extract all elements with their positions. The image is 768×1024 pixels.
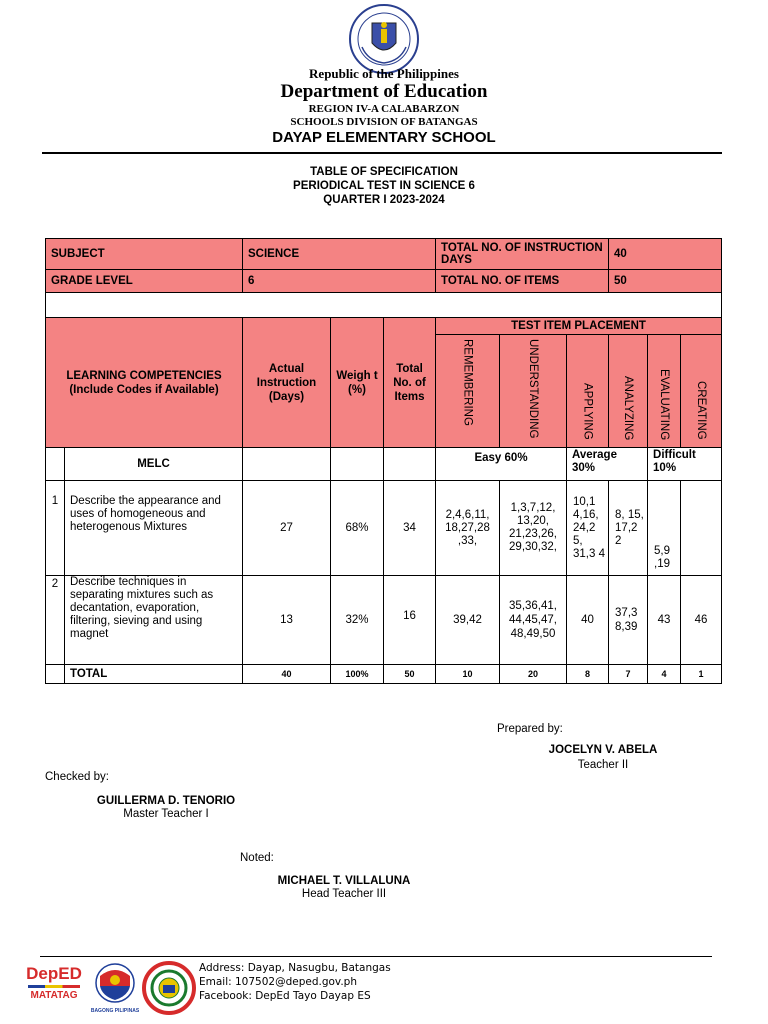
footer-facebook: Facebook: DepEd Tayo Dayap ES: [199, 990, 371, 1002]
deped-matatag-logo: [22, 965, 86, 1015]
days-label: TOTAL NO. OF INSTRUCTION DAYS: [436, 239, 609, 270]
analyzing-cell: 8, 15, 17,2 2: [609, 481, 648, 576]
checked-title: Master Teacher I: [123, 808, 209, 820]
subject-value: SCIENCE: [243, 239, 436, 270]
evaluating-cell: 43: [648, 576, 681, 665]
total-items-header: Total No. of Items: [384, 318, 436, 448]
items-label: TOTAL NO. OF ITEMS: [436, 270, 609, 293]
specification-table: [45, 238, 722, 684]
row-number: 1: [46, 481, 65, 576]
prepared-title: Teacher II: [577, 759, 629, 771]
creating-cell: 46: [681, 576, 722, 665]
table-row: [46, 576, 722, 665]
items-cell: 16: [384, 576, 436, 665]
average-label: Average 30%: [567, 448, 648, 481]
total-days: 40: [243, 665, 331, 684]
items-value: 50: [609, 270, 722, 293]
region-text: REGION IV-A CALABARZON: [308, 103, 460, 115]
total-weight: 100%: [331, 665, 384, 684]
weight-cell: 32%: [331, 576, 384, 665]
prepared-label: Prepared by:: [497, 723, 563, 735]
melc-label: MELC: [65, 448, 243, 481]
total-applying: 8: [567, 665, 609, 684]
competencies-header: LEARNING COMPETENCIES (Include Codes if Available): [46, 318, 243, 448]
weight-cell: 68%: [331, 481, 384, 576]
remembering-cell: 2,4,6,11, 18,27,28 ,33,: [436, 481, 500, 576]
row-number: 2: [46, 576, 65, 665]
republic-text: Republic of the Philippines: [309, 66, 459, 81]
matatag-logo-text: MATATAG: [30, 990, 78, 1001]
checked-label: Checked by:: [45, 771, 109, 783]
easy-label: Easy 60%: [436, 448, 567, 481]
grade-value: 6: [243, 270, 436, 293]
deped-seal-logo: [348, 3, 420, 75]
creating-cell: [681, 481, 722, 576]
competency-text: Describe techniques in separating mixtures such as decantation, evaporation, filtering, sieving and using magnet: [65, 576, 243, 665]
grade-label: GRADE LEVEL: [46, 270, 243, 293]
evaluating-cell: 5,9 ,19: [648, 481, 681, 576]
total-evaluating: 4: [648, 665, 681, 684]
total-items: 50: [384, 665, 436, 684]
doc-title-2: PERIODICAL TEST IN SCIENCE 6: [293, 180, 475, 192]
items-cell: 34: [384, 481, 436, 576]
doc-title-1: TABLE OF SPECIFICATION: [310, 166, 458, 178]
blank-row: [46, 293, 722, 318]
footer-divider: [40, 956, 712, 957]
checked-name: GUILLERMA D. TENORIO: [96, 795, 236, 807]
weight-header: Weigh t (%): [331, 318, 384, 448]
school-name: DAYAP ELEMENTARY SCHOOL: [272, 129, 496, 146]
prepared-name: JOCELYN V. ABELA: [548, 744, 658, 756]
subject-label: SUBJECT: [46, 239, 243, 270]
total-understanding: 20: [500, 665, 567, 684]
difficult-label: Difficult 10%: [648, 448, 722, 481]
applying-cell: 10,1 4,16, 24,2 5, 31,3 4: [567, 481, 609, 576]
remembering-cell: 39,42: [436, 576, 500, 665]
bagong-pilipinas-text: BAGONG PILIPINAS: [90, 1008, 140, 1014]
competency-text: Describe the appearance and uses of homogeneous and heterogenous Mixtures: [65, 481, 243, 576]
school-seal-logo: [142, 961, 196, 1015]
actual-header: Actual Instruction (Days): [243, 318, 331, 448]
noted-name: MICHAEL T. VILLALUNA: [277, 875, 411, 887]
header-divider: [42, 152, 722, 154]
level-applying: APPLYING: [581, 383, 594, 440]
days-cell: 27: [243, 481, 331, 576]
column-header-row-1: [46, 318, 722, 335]
grade-row: [46, 270, 722, 293]
total-analyzing: 7: [609, 665, 648, 684]
days-value: 40: [609, 239, 722, 270]
applying-cell: 40: [567, 576, 609, 665]
bagong-pilipinas-logo: [90, 962, 140, 1012]
table-row: [46, 481, 722, 576]
total-row: [46, 665, 722, 684]
melc-row: [46, 448, 722, 481]
division-text: SCHOOLS DIVISION OF BATANGAS: [290, 116, 478, 128]
noted-title: Head Teacher III: [301, 888, 387, 900]
doc-title-3: QUARTER I 2023-2024: [323, 194, 445, 206]
footer-address: Address: Dayap, Nasugbu, Batangas: [199, 962, 391, 974]
footer-email: Email: 107502@deped.gov.ph: [199, 976, 357, 988]
level-evaluating: EVALUATING: [658, 368, 671, 440]
level-understanding: UNDERSTANDING: [527, 339, 540, 439]
level-remembering: REMEMBERING: [461, 339, 474, 426]
noted-label: Noted:: [240, 852, 274, 864]
total-label: TOTAL: [65, 665, 243, 684]
analyzing-cell: 37,3 8,39: [609, 576, 648, 665]
understanding-cell: 35,36,41, 44,45,47, 48,49,50: [500, 576, 567, 665]
deped-logo-text: DepED: [26, 964, 82, 983]
understanding-cell: 1,3,7,12, 13,20, 21,23,26, 29,30,32,: [500, 481, 567, 576]
total-creating: 1: [681, 665, 722, 684]
subject-row: [46, 239, 722, 270]
total-remembering: 10: [436, 665, 500, 684]
level-creating: CREATING: [695, 381, 708, 440]
days-cell: 13: [243, 576, 331, 665]
department-title: Department of Education: [280, 81, 488, 102]
placement-header: TEST ITEM PLACEMENT: [436, 318, 722, 335]
level-analyzing: ANALYZING: [622, 375, 635, 440]
